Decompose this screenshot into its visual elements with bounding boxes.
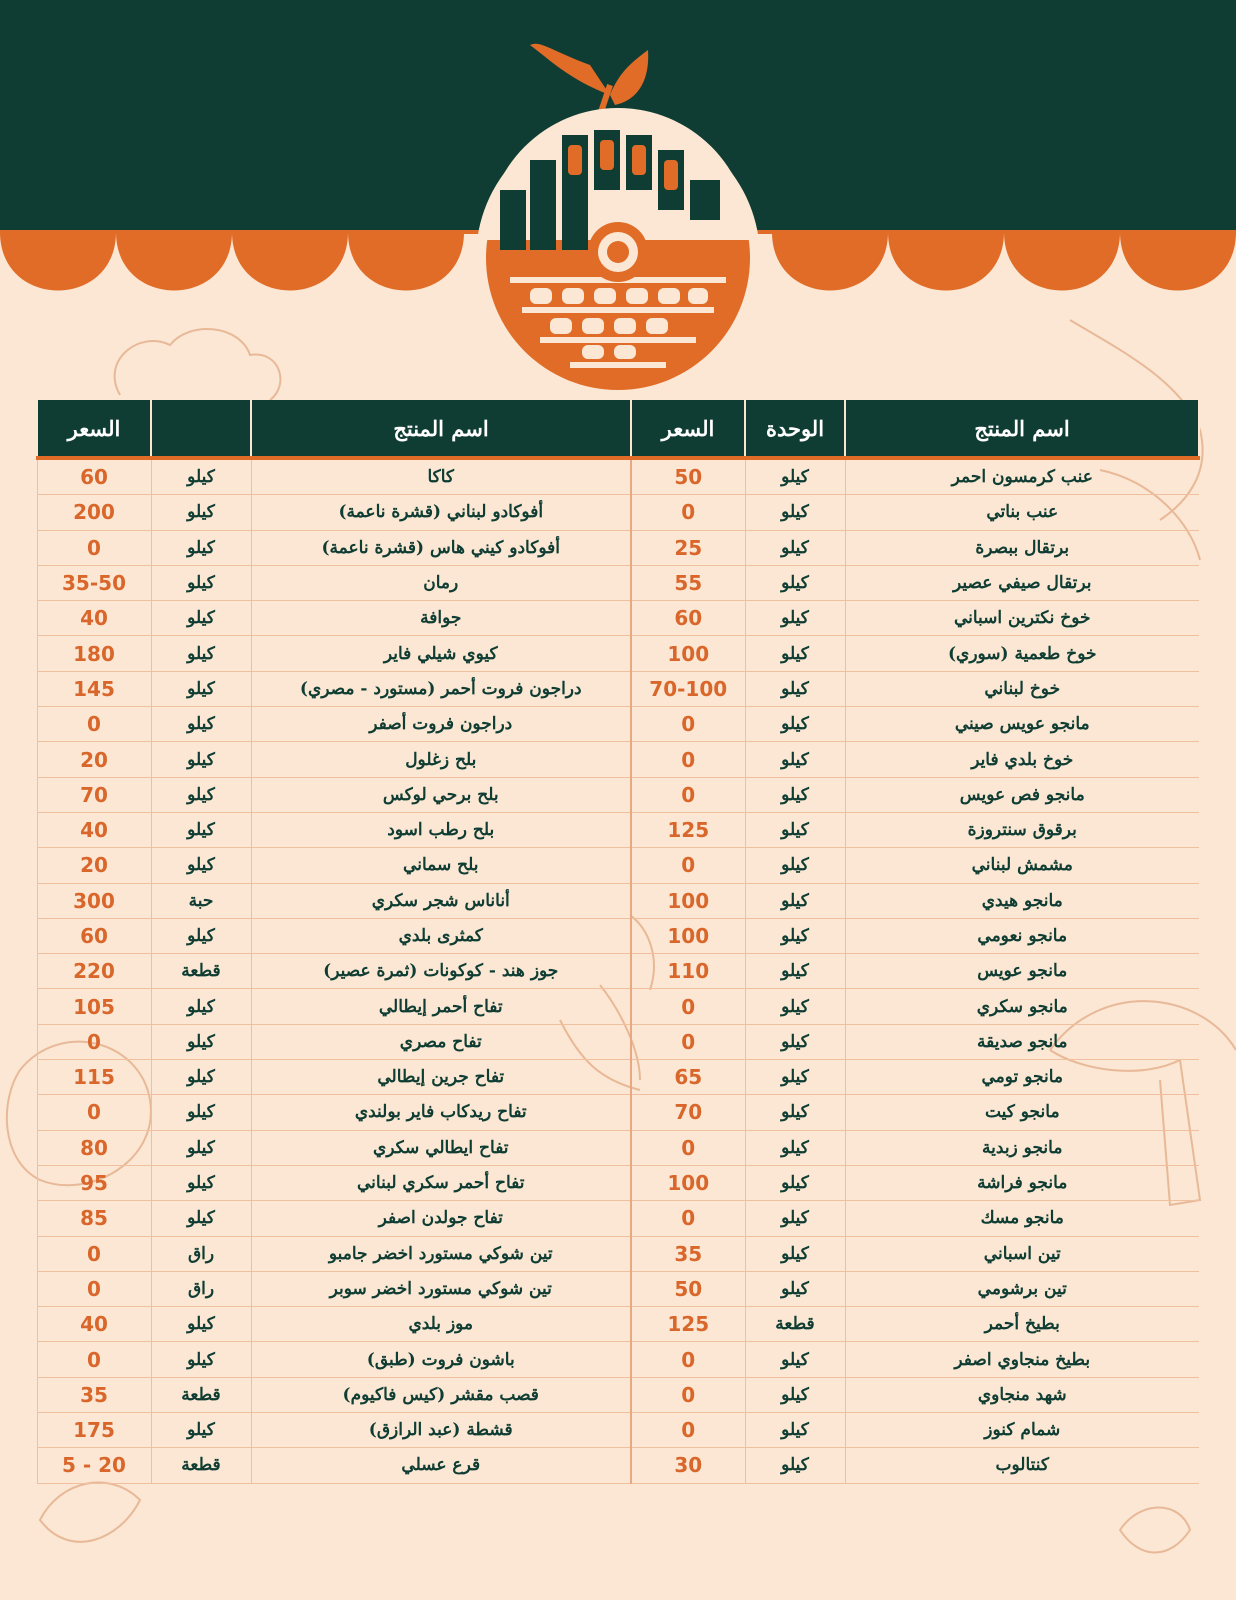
cell-price-right: 50: [631, 1271, 745, 1306]
cell-price-right: 0: [631, 1201, 745, 1236]
cell-unit-left: كيلو: [151, 1342, 251, 1377]
cell-price-left: 0: [37, 1271, 151, 1306]
cell-unit-right: كيلو: [745, 1271, 845, 1306]
cell-name-right: شهد منجاوي: [845, 1377, 1199, 1412]
cell-name-right: مانجو فراشة: [845, 1165, 1199, 1200]
cell-unit-right: كيلو: [745, 1165, 845, 1200]
cell-unit-left: راق: [151, 1236, 251, 1271]
table-row: [37, 1307, 1199, 1342]
cell-unit-left: كيلو: [151, 1307, 251, 1342]
cell-unit-right: كيلو: [745, 777, 845, 812]
cell-unit-right: كيلو: [745, 1024, 845, 1059]
cell-price-right: 100: [631, 1165, 745, 1200]
leaf-icon: [530, 44, 610, 95]
cell-name-right: عنب كرمسون احمر: [845, 458, 1199, 495]
cell-price-right: 0: [631, 1413, 745, 1448]
cell-unit-left: كيلو: [151, 636, 251, 671]
orange-fruit-logo-icon: [470, 40, 770, 400]
cell-price-left: 40: [37, 812, 151, 847]
cell-name-right: خوخ بلدي فاير: [845, 742, 1199, 777]
table-row: [37, 458, 1199, 495]
cell-unit-left: كيلو: [151, 671, 251, 706]
table-row: [37, 812, 1199, 847]
cell-unit-right: كيلو: [745, 1236, 845, 1271]
price-table: [36, 400, 1200, 1484]
header-price-right: السعر: [631, 400, 745, 458]
table-row: [37, 1271, 1199, 1306]
table-row: [37, 989, 1199, 1024]
cell-price-left: 35-50: [37, 565, 151, 600]
cell-unit-left: كيلو: [151, 1413, 251, 1448]
cell-price-right: 70: [631, 1095, 745, 1130]
cell-price-left: 20: [37, 742, 151, 777]
cell-name-left: قشطة (عبد الرازق): [251, 1413, 631, 1448]
cell-unit-left: كيلو: [151, 601, 251, 636]
cell-price-left: 0: [37, 1342, 151, 1377]
table-row: [37, 565, 1199, 600]
cell-name-right: خوخ نكترين اسباني: [845, 601, 1199, 636]
cell-price-right: 0: [631, 742, 745, 777]
cell-unit-left: كيلو: [151, 989, 251, 1024]
cell-name-right: برتقال صيفي عصير: [845, 565, 1199, 600]
cell-price-right: 50: [631, 458, 745, 495]
cell-unit-left: كيلو: [151, 742, 251, 777]
cell-unit-left: كيلو: [151, 777, 251, 812]
cell-name-left: دراجون فروت أصفر: [251, 707, 631, 742]
cell-price-left: 300: [37, 883, 151, 918]
cell-name-left: أفوكادو كيني هاس (قشرة ناعمة): [251, 530, 631, 565]
cell-name-right: شمام كنوز: [845, 1413, 1199, 1448]
cell-price-right: 125: [631, 1307, 745, 1342]
cell-unit-right: كيلو: [745, 458, 845, 495]
cell-price-right: 65: [631, 1060, 745, 1095]
table-row: [37, 1201, 1199, 1236]
cell-name-right: خوخ لبناني: [845, 671, 1199, 706]
cell-price-left: 180: [37, 636, 151, 671]
cell-name-right: كنتالوب: [845, 1448, 1199, 1483]
cell-name-right: مانجو فص عويس: [845, 777, 1199, 812]
cell-name-left: تفاح جولدن اصفر: [251, 1201, 631, 1236]
cell-unit-right: كيلو: [745, 812, 845, 847]
cell-name-left: بلح زغلول: [251, 742, 631, 777]
cell-price-right: 0: [631, 848, 745, 883]
table-row: [37, 848, 1199, 883]
cell-name-left: تفاح ايطالي سكري: [251, 1130, 631, 1165]
cell-name-left: تفاح ريدكاب فاير بولندي: [251, 1095, 631, 1130]
cell-name-right: بطيخ أحمر: [845, 1307, 1199, 1342]
table-row: [37, 671, 1199, 706]
cell-name-right: تين برشومي: [845, 1271, 1199, 1306]
cell-name-left: بلح سماني: [251, 848, 631, 883]
cell-unit-right: كيلو: [745, 1342, 845, 1377]
cell-unit-right: كيلو: [745, 1130, 845, 1165]
cell-unit-left: كيلو: [151, 565, 251, 600]
cell-price-left: 40: [37, 1307, 151, 1342]
cell-unit-left: كيلو: [151, 707, 251, 742]
table-row: [37, 1165, 1199, 1200]
cell-name-right: مانجو نعومي: [845, 918, 1199, 953]
cell-unit-left: قطعة: [151, 954, 251, 989]
cell-unit-right: كيلو: [745, 848, 845, 883]
cell-name-left: تفاح مصري: [251, 1024, 631, 1059]
table-row: [37, 742, 1199, 777]
cell-unit-right: كيلو: [745, 1448, 845, 1483]
header-unit-left: [151, 400, 251, 458]
cell-price-right: 35: [631, 1236, 745, 1271]
table-row: [37, 530, 1199, 565]
cell-unit-left: كيلو: [151, 1201, 251, 1236]
table-row: [37, 918, 1199, 953]
table-row: [37, 1342, 1199, 1377]
cell-name-left: أناناس شجر سكري: [251, 883, 631, 918]
cell-price-left: 70: [37, 777, 151, 812]
cell-unit-right: كيلو: [745, 883, 845, 918]
cell-name-left: كمثرى بلدي: [251, 918, 631, 953]
table-row: [37, 1413, 1199, 1448]
cell-name-left: رمان: [251, 565, 631, 600]
cell-price-left: 220: [37, 954, 151, 989]
cell-name-right: مانجو صديقة: [845, 1024, 1199, 1059]
cell-name-left: قصب مقشر (كيس فاكيوم): [251, 1377, 631, 1412]
cell-price-right: 100: [631, 918, 745, 953]
header-name-right: اسم المنتج: [845, 400, 1199, 458]
cell-price-left: 40: [37, 601, 151, 636]
cell-name-left: تفاح أحمر سكري لبناني: [251, 1165, 631, 1200]
cell-name-left: باشون فروت (طبق): [251, 1342, 631, 1377]
cell-price-left: 80: [37, 1130, 151, 1165]
table-row: [37, 1024, 1199, 1059]
cell-unit-right: كيلو: [745, 495, 845, 530]
cell-name-right: مانجو هيدي: [845, 883, 1199, 918]
cell-name-left: تين شوكي مستورد اخضر جامبو: [251, 1236, 631, 1271]
cell-unit-right: كيلو: [745, 1201, 845, 1236]
table-row: [37, 1095, 1199, 1130]
cell-unit-left: كيلو: [151, 918, 251, 953]
table-row: [37, 1377, 1199, 1412]
cell-unit-right: كيلو: [745, 989, 845, 1024]
cell-price-right: 125: [631, 812, 745, 847]
cell-name-right: عنب بناتي: [845, 495, 1199, 530]
cell-unit-left: قطعة: [151, 1448, 251, 1483]
cell-price-right: 0: [631, 1130, 745, 1165]
cell-unit-right: كيلو: [745, 565, 845, 600]
cell-unit-left: كيلو: [151, 495, 251, 530]
cell-name-left: جوز هند - كوكونات (ثمرة عصير): [251, 954, 631, 989]
cell-name-right: مشمش لبناني: [845, 848, 1199, 883]
cell-unit-left: كيلو: [151, 1130, 251, 1165]
table-row: [37, 1236, 1199, 1271]
cell-name-left: موز بلدي: [251, 1307, 631, 1342]
cell-price-left: 0: [37, 1095, 151, 1130]
cell-price-left: 0: [37, 707, 151, 742]
cell-price-left: 0: [37, 1236, 151, 1271]
cell-unit-right: كيلو: [745, 1413, 845, 1448]
cell-unit-left: راق: [151, 1271, 251, 1306]
cell-price-left: 105: [37, 989, 151, 1024]
cell-price-left: 5 - 20: [37, 1448, 151, 1483]
table-row: [37, 1060, 1199, 1095]
cell-unit-right: كيلو: [745, 1060, 845, 1095]
cell-unit-right: كيلو: [745, 671, 845, 706]
cell-name-left: تفاح جرين إيطالي: [251, 1060, 631, 1095]
cell-name-left: جوافة: [251, 601, 631, 636]
cell-price-right: 0: [631, 707, 745, 742]
cell-price-left: 35: [37, 1377, 151, 1412]
cell-price-left: 95: [37, 1165, 151, 1200]
cell-unit-right: كيلو: [745, 1377, 845, 1412]
table-row: [37, 777, 1199, 812]
cell-price-right: 25: [631, 530, 745, 565]
cell-price-right: 0: [631, 1024, 745, 1059]
table-row: [37, 1130, 1199, 1165]
cell-name-right: مانجو زبدية: [845, 1130, 1199, 1165]
cell-name-right: مانجو كيت: [845, 1095, 1199, 1130]
cell-price-left: 0: [37, 530, 151, 565]
cell-unit-right: كيلو: [745, 530, 845, 565]
cell-name-right: بطيخ منجاوي اصفر: [845, 1342, 1199, 1377]
cell-price-left: 85: [37, 1201, 151, 1236]
cell-unit-left: كيلو: [151, 848, 251, 883]
cell-name-right: تين اسباني: [845, 1236, 1199, 1271]
cell-unit-right: كيلو: [745, 636, 845, 671]
cell-price-right: 0: [631, 989, 745, 1024]
header-unit-right: الوحدة: [745, 400, 845, 458]
cell-unit-right: كيلو: [745, 954, 845, 989]
cell-unit-left: كيلو: [151, 1024, 251, 1059]
table-row: [37, 1448, 1199, 1483]
cell-name-left: تفاح أحمر إيطالي: [251, 989, 631, 1024]
cell-name-right: مانجو مسك: [845, 1201, 1199, 1236]
cell-price-right: 0: [631, 495, 745, 530]
cell-unit-right: كيلو: [745, 707, 845, 742]
cell-unit-right: كيلو: [745, 1095, 845, 1130]
cell-name-left: تين شوكي مستورد اخضر سوبر: [251, 1271, 631, 1306]
cell-unit-right: كيلو: [745, 742, 845, 777]
cell-name-right: برتقال ببصرة: [845, 530, 1199, 565]
cell-price-left: 200: [37, 495, 151, 530]
cell-name-left: أفوكادو لبناني (قشرة ناعمة): [251, 495, 631, 530]
cell-unit-left: كيلو: [151, 1060, 251, 1095]
cell-price-left: 60: [37, 918, 151, 953]
cell-price-right: 60: [631, 601, 745, 636]
table-row: [37, 954, 1199, 989]
cell-price-left: 20: [37, 848, 151, 883]
table-row: [37, 636, 1199, 671]
cell-unit-right: قطعة: [745, 1307, 845, 1342]
cell-price-right: 0: [631, 777, 745, 812]
cell-unit-left: حبة: [151, 883, 251, 918]
cell-price-left: 0: [37, 1024, 151, 1059]
cell-name-right: مانجو عويس: [845, 954, 1199, 989]
cell-price-right: 0: [631, 1342, 745, 1377]
header-name-left: اسم المنتج: [251, 400, 631, 458]
cell-price-left: 145: [37, 671, 151, 706]
cell-name-left: بلح رطب اسود: [251, 812, 631, 847]
cell-unit-left: كيلو: [151, 458, 251, 495]
cell-price-right: 55: [631, 565, 745, 600]
table-row: [37, 495, 1199, 530]
cell-unit-right: كيلو: [745, 918, 845, 953]
table-header-row: [37, 400, 1199, 458]
cell-name-left: دراجون فروت أحمر (مستورد - مصري): [251, 671, 631, 706]
cell-name-left: قرع عسلي: [251, 1448, 631, 1483]
cell-unit-right: كيلو: [745, 601, 845, 636]
cell-price-right: 0: [631, 1377, 745, 1412]
cell-name-right: مانجو سكري: [845, 989, 1199, 1024]
cell-price-right: 100: [631, 636, 745, 671]
cell-price-right: 30: [631, 1448, 745, 1483]
cell-name-right: برقوق سنتروزة: [845, 812, 1199, 847]
cell-price-right: 100: [631, 883, 745, 918]
cell-name-right: مانجو عويس صيني: [845, 707, 1199, 742]
cell-name-left: كاكا: [251, 458, 631, 495]
table-row: [37, 601, 1199, 636]
cell-price-left: 115: [37, 1060, 151, 1095]
table-row: [37, 707, 1199, 742]
cell-price-left: 60: [37, 458, 151, 495]
table-row: [37, 883, 1199, 918]
table-body: [37, 458, 1199, 1483]
cell-unit-left: قطعة: [151, 1377, 251, 1412]
cell-unit-left: كيلو: [151, 1165, 251, 1200]
cell-price-right: 110: [631, 954, 745, 989]
cell-name-left: بلح برحي لوكس: [251, 777, 631, 812]
header-price-left: السعر: [37, 400, 151, 458]
cell-name-right: خوخ طعمية (سوري): [845, 636, 1199, 671]
cell-unit-left: كيلو: [151, 1095, 251, 1130]
cell-price-right: 70-100: [631, 671, 745, 706]
cell-name-left: كيوي شيلي فاير: [251, 636, 631, 671]
cell-unit-left: كيلو: [151, 530, 251, 565]
cell-unit-left: كيلو: [151, 812, 251, 847]
cell-price-left: 175: [37, 1413, 151, 1448]
cell-name-right: مانجو تومي: [845, 1060, 1199, 1095]
